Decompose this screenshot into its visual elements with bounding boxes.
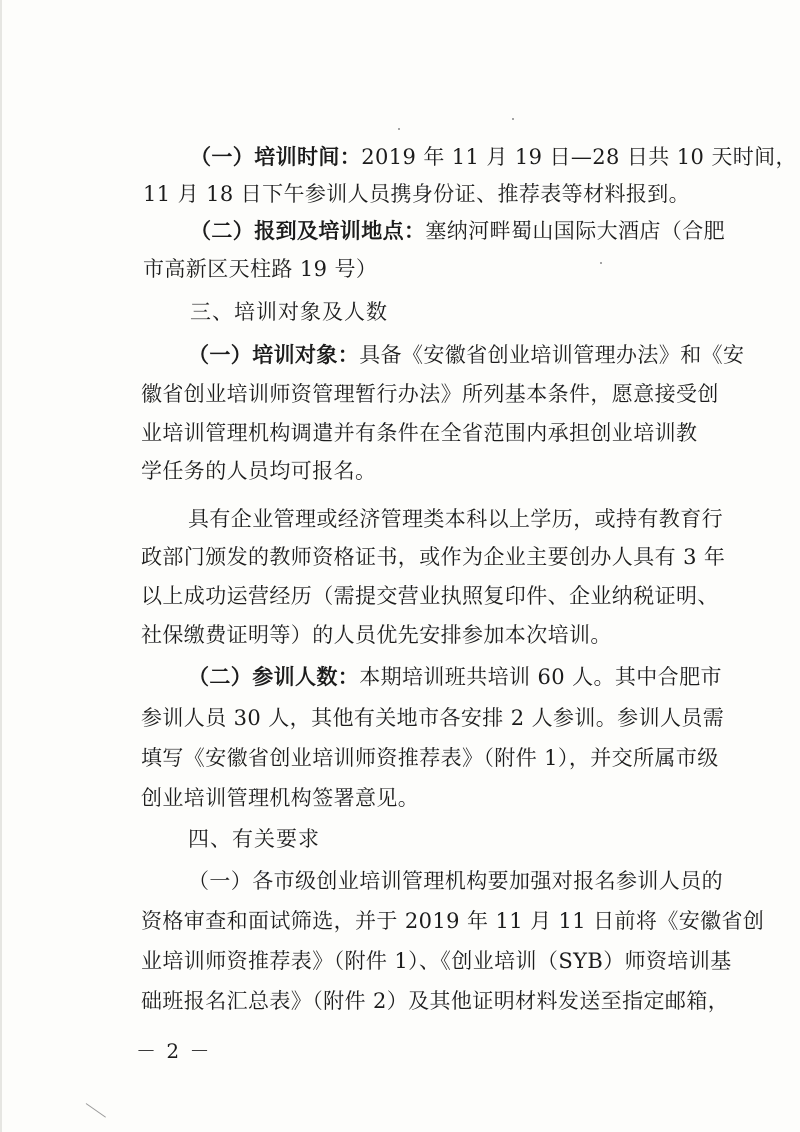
text-line [141,785,419,811]
text-line [188,868,723,894]
section-heading-3 [190,299,388,325]
line-text: 以上成功运营经历（需提交营业执照复印件、企业纳税证明、 [141,584,719,608]
text-line [141,544,725,570]
text-line [143,181,690,207]
line-text: 政部门颁发的教师资格证书，或作为企业主要创办人具有 3 年 [141,545,726,569]
line-text: 社保缴费证明等）的人员优先安排参加本次培训。 [141,623,612,647]
line-text: 具有企业管理或经济管理类本科以上学历，或持有教育行 [188,507,723,531]
text-line [141,458,376,484]
line-text: 业培训管理机构调遣并有条件在全省范围内承担创业培训教 [141,421,698,445]
text-line [141,745,719,771]
bold-lead: （一）培训时间： [190,144,362,169]
line-text: 三、培训对象及人数 [190,300,388,324]
bold-lead: （二）报到及培训地点： [190,218,426,243]
text-line [141,908,764,934]
line-text: 塞纳河畔蜀山国际大酒店（合肥 [425,219,726,243]
line-text: （一）各市级创业培训管理机构要加强对报名参训人员的 [188,869,723,893]
scan-speck [600,262,602,264]
page-number: － 2 － [136,1039,212,1063]
line-text: 填写《安徽省创业培训师资推荐表》（附件 1），并交所属市级 [141,746,719,770]
text-line [188,506,723,532]
scan-edge [0,0,2,1132]
line-text: 具备《安徽省创业培训管理办法》和《安 [359,343,745,367]
line-text: 资格审查和面试筛选，并于 2019 年 11 月 11 日前将《安徽省创 [141,909,765,933]
scan-speck [398,128,400,130]
text-line [141,705,724,731]
line-text: 学任务的人员均可报名。 [141,459,377,483]
scan-speck [512,118,514,120]
line-text: 四、有关要求 [188,827,320,851]
line-text: 创业培训管理机构签署意见。 [141,786,420,810]
text-line [143,256,377,282]
text-line [141,381,719,407]
line-text: 11 月 18 日下午参训人员携身份证、推荐表等材料报到。 [143,182,691,206]
text-line [188,664,722,690]
text-line [190,144,797,170]
text-line [141,420,697,446]
text-line [141,988,729,1014]
line-text: 业培训师资推荐表》（附件 1）、《创业培训（SYB）师资培训基 [141,949,732,973]
text-line [188,342,744,368]
line-text: 徽省创业培训师资管理暂行办法》所列基本条件，愿意接受创 [141,382,719,406]
line-text: 2019 年 11 月 19 日—28 日共 10 天时间， [361,145,797,169]
bold-lead: （二）参训人数： [188,664,360,689]
line-text: 础班报名汇总表》（附件 2）及其他证明材料发送至指定邮箱， [141,989,730,1013]
text-line [141,622,612,648]
line-text: 参训人员 30 人，其他有关地市各安排 2 人参训。参训人员需 [141,706,725,730]
line-text: 市高新区天柱路 19 号） [143,257,378,281]
bold-lead: （一）培训对象： [188,342,360,367]
section-heading-4 [188,826,320,852]
text-line [190,218,725,244]
scan-scratch [86,1103,106,1118]
line-text: 本期培训班共培训 60 人。其中合肥市 [359,665,722,689]
text-line [141,583,719,609]
text-line [141,948,732,974]
